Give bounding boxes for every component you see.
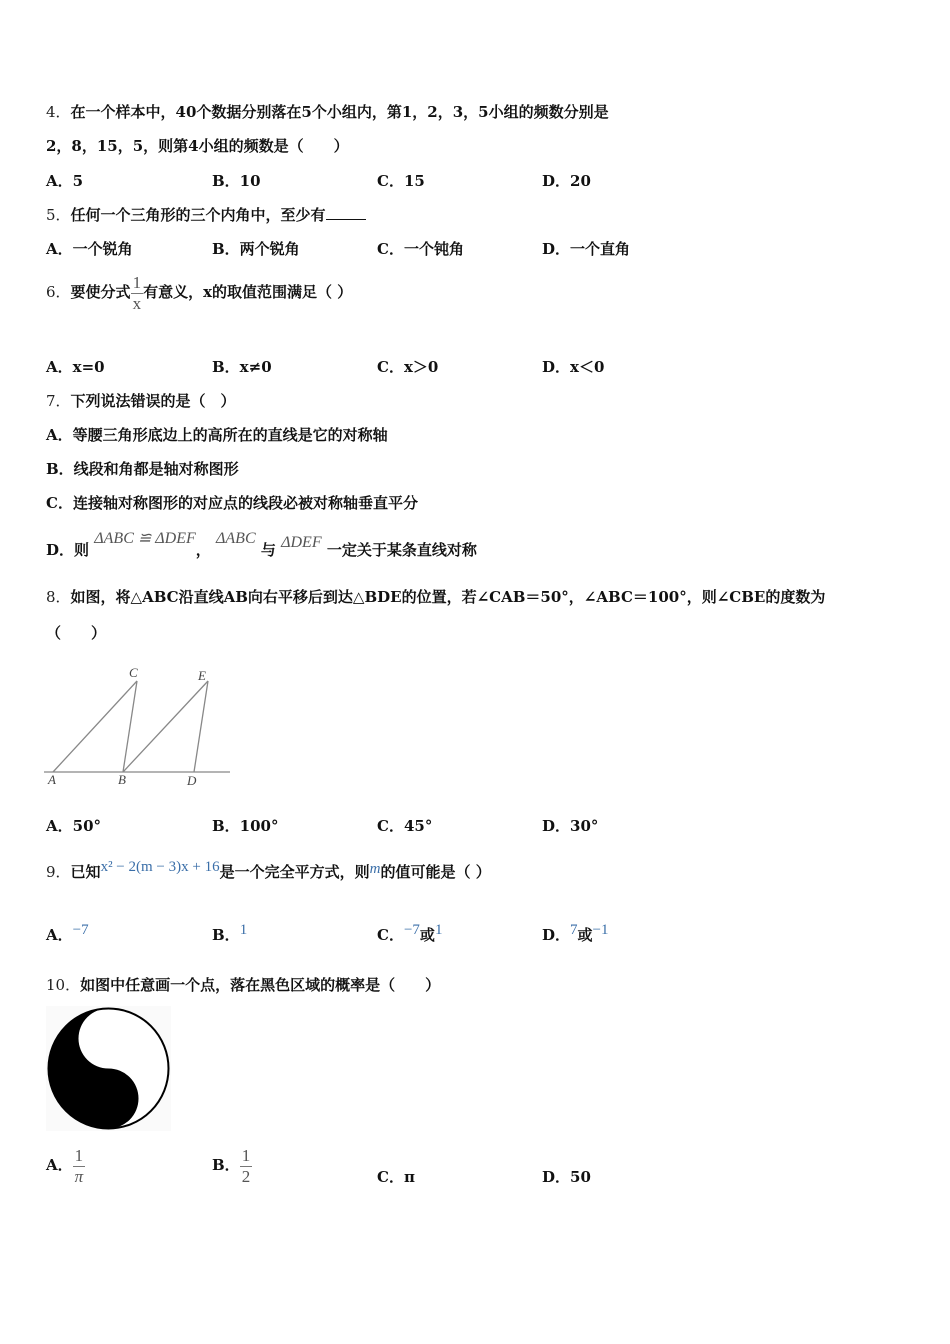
q10-option-b-label: B． [212,1156,240,1174]
q10-option-d[interactable]: D．50 [542,1168,591,1186]
q6-option-a[interactable]: A．x=0 [46,358,105,376]
q5-stem [46,205,366,225]
q7-number: 7． [46,392,71,410]
q10-option-a-fraction [73,1146,86,1187]
q9-number: 9． [46,863,71,881]
q5-option-b[interactable]: B．两个锐角 [212,240,300,258]
q9-option-c[interactable] [377,922,443,946]
q9-option-b-value: 1 [239,922,248,938]
q9-option-c-label: C． [377,926,404,944]
q8-translation-figure [44,662,234,788]
q6-option-d[interactable]: D．x＜0 [542,358,605,376]
q7-option-d[interactable] [46,530,477,561]
q10-option-a[interactable] [46,1142,85,1188]
q9-option-c-value2: 1 [434,922,443,938]
q9-option-b-label: B． [212,926,240,944]
q9-text-before: 已知 [70,863,101,881]
q7-option-d-mid: 与 [260,541,276,559]
q8-option-a[interactable]: A．50° [46,817,102,835]
q7-option-b[interactable]: B．线段和角都是轴对称图形 [46,460,239,478]
q6-option-b[interactable]: B．x≠0 [212,358,272,376]
q9-option-a[interactable] [46,922,89,946]
q9-option-c-value1: −7 [403,922,420,938]
q7-text: 下列说法错误的是（ ） [70,392,236,410]
q4-stem-line1 [46,102,609,122]
q5-option-c[interactable]: C．一个钝角 [377,240,464,258]
q9-option-c-or: 或 [419,926,435,944]
q9-option-a-label: A． [46,926,73,944]
q7-option-c[interactable]: C．连接轴对称图形的对应点的线段必被对称轴垂直平分 [46,494,418,512]
q7-option-d-suffix: 一定关于某条直线对称 [326,541,477,559]
q7-option-d-prefix: D．则 [46,541,90,559]
q8-label-c: C [129,665,138,680]
q6-text-before: 要使分式 [70,283,131,301]
q10-stem [46,975,440,995]
q8-option-d[interactable]: D．30° [542,817,599,835]
q6-fraction [131,273,144,314]
q7-triangle-def: ΔDEF [281,534,322,551]
q5-option-d[interactable]: D．一个直角 [542,240,631,258]
q10-option-b-denominator: 2 [241,1166,251,1186]
q4-number: 4． [46,103,71,121]
q8-label-e: E [198,668,206,683]
q6-fraction-numerator: 1 [132,272,142,292]
q7-congruence-expr: ΔABC ≌ ΔDEF [94,530,196,547]
q7-stem [46,391,236,411]
q7-option-a[interactable]: A．等腰三角形底边上的高所在的直线是它的对称轴 [46,426,388,444]
q5-answer-blank [326,205,366,220]
q10-option-a-denominator: π [74,1166,84,1186]
q9-option-d-value1: 7 [570,922,578,938]
q5-number: 5． [46,206,71,224]
q6-option-c[interactable]: C．x＞0 [377,358,439,376]
q9-option-d-or: 或 [577,926,593,944]
q10-option-a-label: A． [46,1156,73,1174]
q7-option-d-comma: ， [195,541,211,559]
q9-option-b[interactable] [212,922,248,946]
q8-segment-be [123,681,208,772]
q10-number: 10． [46,976,81,994]
q6-text-after: 有意义，x的取值范围满足（ ） [143,283,353,301]
q8-stem-line2: （ ） [46,624,107,642]
q5-option-a[interactable]: A．一个锐角 [46,240,133,258]
q6-fraction-denominator: x [132,293,142,313]
q8-segment-ac [53,681,137,772]
q10-option-b-numerator: 1 [241,1145,251,1165]
q9-option-a-value: −7 [72,922,89,938]
yin-yang-figure [46,1006,171,1131]
q9-option-d-label: D． [542,926,571,944]
q9-expression: x² − 2(m − 3)x + 16 [100,859,220,875]
q10-text: 如图中任意画一个点，落在黑色区域的概率是（ ） [80,976,441,994]
q8-option-b[interactable]: B．100° [212,817,279,835]
q9-option-d[interactable] [542,922,609,946]
q9-stem [46,859,491,883]
q4-option-c[interactable]: C．15 [377,172,425,190]
q9-option-d-value2: −1 [592,922,609,938]
q5-text: 任何一个三角形的三个内角中，至少有 [70,206,326,224]
q6-stem [46,272,352,314]
q9-text-mid: 是一个完全平方式，则 [219,863,370,881]
q10-option-b-fraction [240,1146,253,1187]
q4-stem-line2: 2，8，15，5，则第4小组的频数是（ ） [46,137,349,155]
q7-triangle-abc: ΔABC [216,530,256,547]
q4-option-d[interactable]: D．20 [542,172,591,190]
q10-option-b[interactable] [212,1142,252,1188]
q9-text-after: 的值可能是（ ） [380,863,491,881]
q6-number: 6． [46,283,71,301]
q9-variable-m: m [369,861,381,877]
q4-text-1: 在一个样本中，40个数据分别落在5个小组内，第1，2，3，5小组的频数分别是 [70,103,609,121]
q4-option-b[interactable]: B．10 [212,172,261,190]
q8-label-a: A [48,772,56,787]
q8-label-b: B [118,772,126,787]
q8-label-d: D [187,773,197,788]
q10-option-c[interactable]: C．π [377,1168,415,1186]
q8-option-c[interactable]: C．45° [377,817,433,835]
q8-stem-line1 [46,587,825,607]
q10-option-a-numerator: 1 [74,1145,84,1165]
q8-text: 如图，将△ABC沿直线AB向右平移后到达△BDE的位置，若∠CAB＝50°，∠ABC＝100°，则∠CBE的度数为 [70,588,826,606]
q8-number: 8． [46,588,71,606]
q4-option-a[interactable]: A．5 [46,172,84,190]
